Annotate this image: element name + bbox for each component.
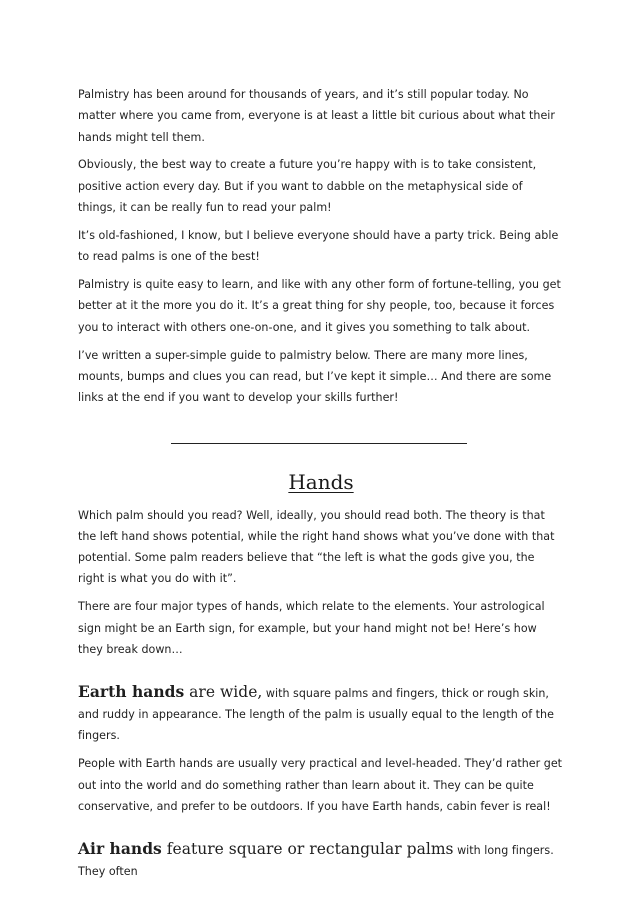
air-hands-intro xyxy=(78,838,564,883)
earth-hands-paragraph: People with Earth hands are usually very practical and level-headed. They’d rather get out into the world and do something rather than learn about it. They can be quite conservative, and prefer to be outdoors. If you have Earth hands, cabin fever is real! xyxy=(78,757,563,813)
intro-paragraph-1: Palmistry has been around for thousands of years, and it’s still popular today. No matter where you came from, everyone is at least a little bit curious about what their hands might tell them. xyxy=(78,88,555,144)
hands-paragraph-1: Which palm should you read? Well, ideally, you should read both. The theory is that the left hand shows potential, while the right hand shows what you’ve done with that potential. Some palm readers believe that “the left is what the gods give you, the right is what you do with it”. xyxy=(78,508,555,586)
air-hands-description: with long fingers. They often xyxy=(78,843,554,879)
earth-hands-description: with square palms and fingers, thick or rough skin, and ruddy in appearance. The length of the palm is usually equal to the length of the fingers. xyxy=(78,686,554,743)
earth-hands-intro xyxy=(78,681,564,747)
intro-paragraph-2: Obviously, the best way to create a future you’re happy with is to take consistent, positive action every day. But if you want to dabble on the metaphysical side of things, it can be really fun to read your palm! xyxy=(78,158,537,215)
intro-paragraph-3: It’s old-fashioned, I know, but I believe everyone should have a party trick. Being able to read palms is one of the best! xyxy=(78,228,559,264)
hands-heading: Hands xyxy=(288,469,354,494)
earth-hands-lead: are wide, xyxy=(184,682,263,701)
hands-paragraph-2: There are four major types of hands, which relate to the elements. Your astrological sign might be an Earth sign, for example, but your hand might not be! Here’s how they break down… xyxy=(78,600,545,656)
air-hands-lead: feature square or rectangular palms xyxy=(161,839,454,858)
section-divider xyxy=(171,443,467,444)
hands-section xyxy=(78,505,564,661)
intro-paragraph-5: I’ve written a super-simple guide to palmistry below. There are many more lines, mounts, bumps and clues you can read, but I’ve kept it simple… And there are some links at the end if you want to develop your skills further! xyxy=(78,348,552,405)
intro-section xyxy=(78,84,564,409)
earth-hands-section xyxy=(78,681,564,817)
document-page xyxy=(78,84,564,889)
intro-paragraph-4: Palmistry is quite easy to learn, and like with any other form of fortune-telling, you get better at it the more you do it. It’s a great thing for shy people, too, because it forces you to interact with others one-on-one, and it gives you something to talk about. xyxy=(78,278,561,334)
earth-hands-title: Earth hands xyxy=(78,681,185,701)
air-hands-section xyxy=(78,838,564,883)
air-hands-title: Air hands xyxy=(78,838,162,858)
